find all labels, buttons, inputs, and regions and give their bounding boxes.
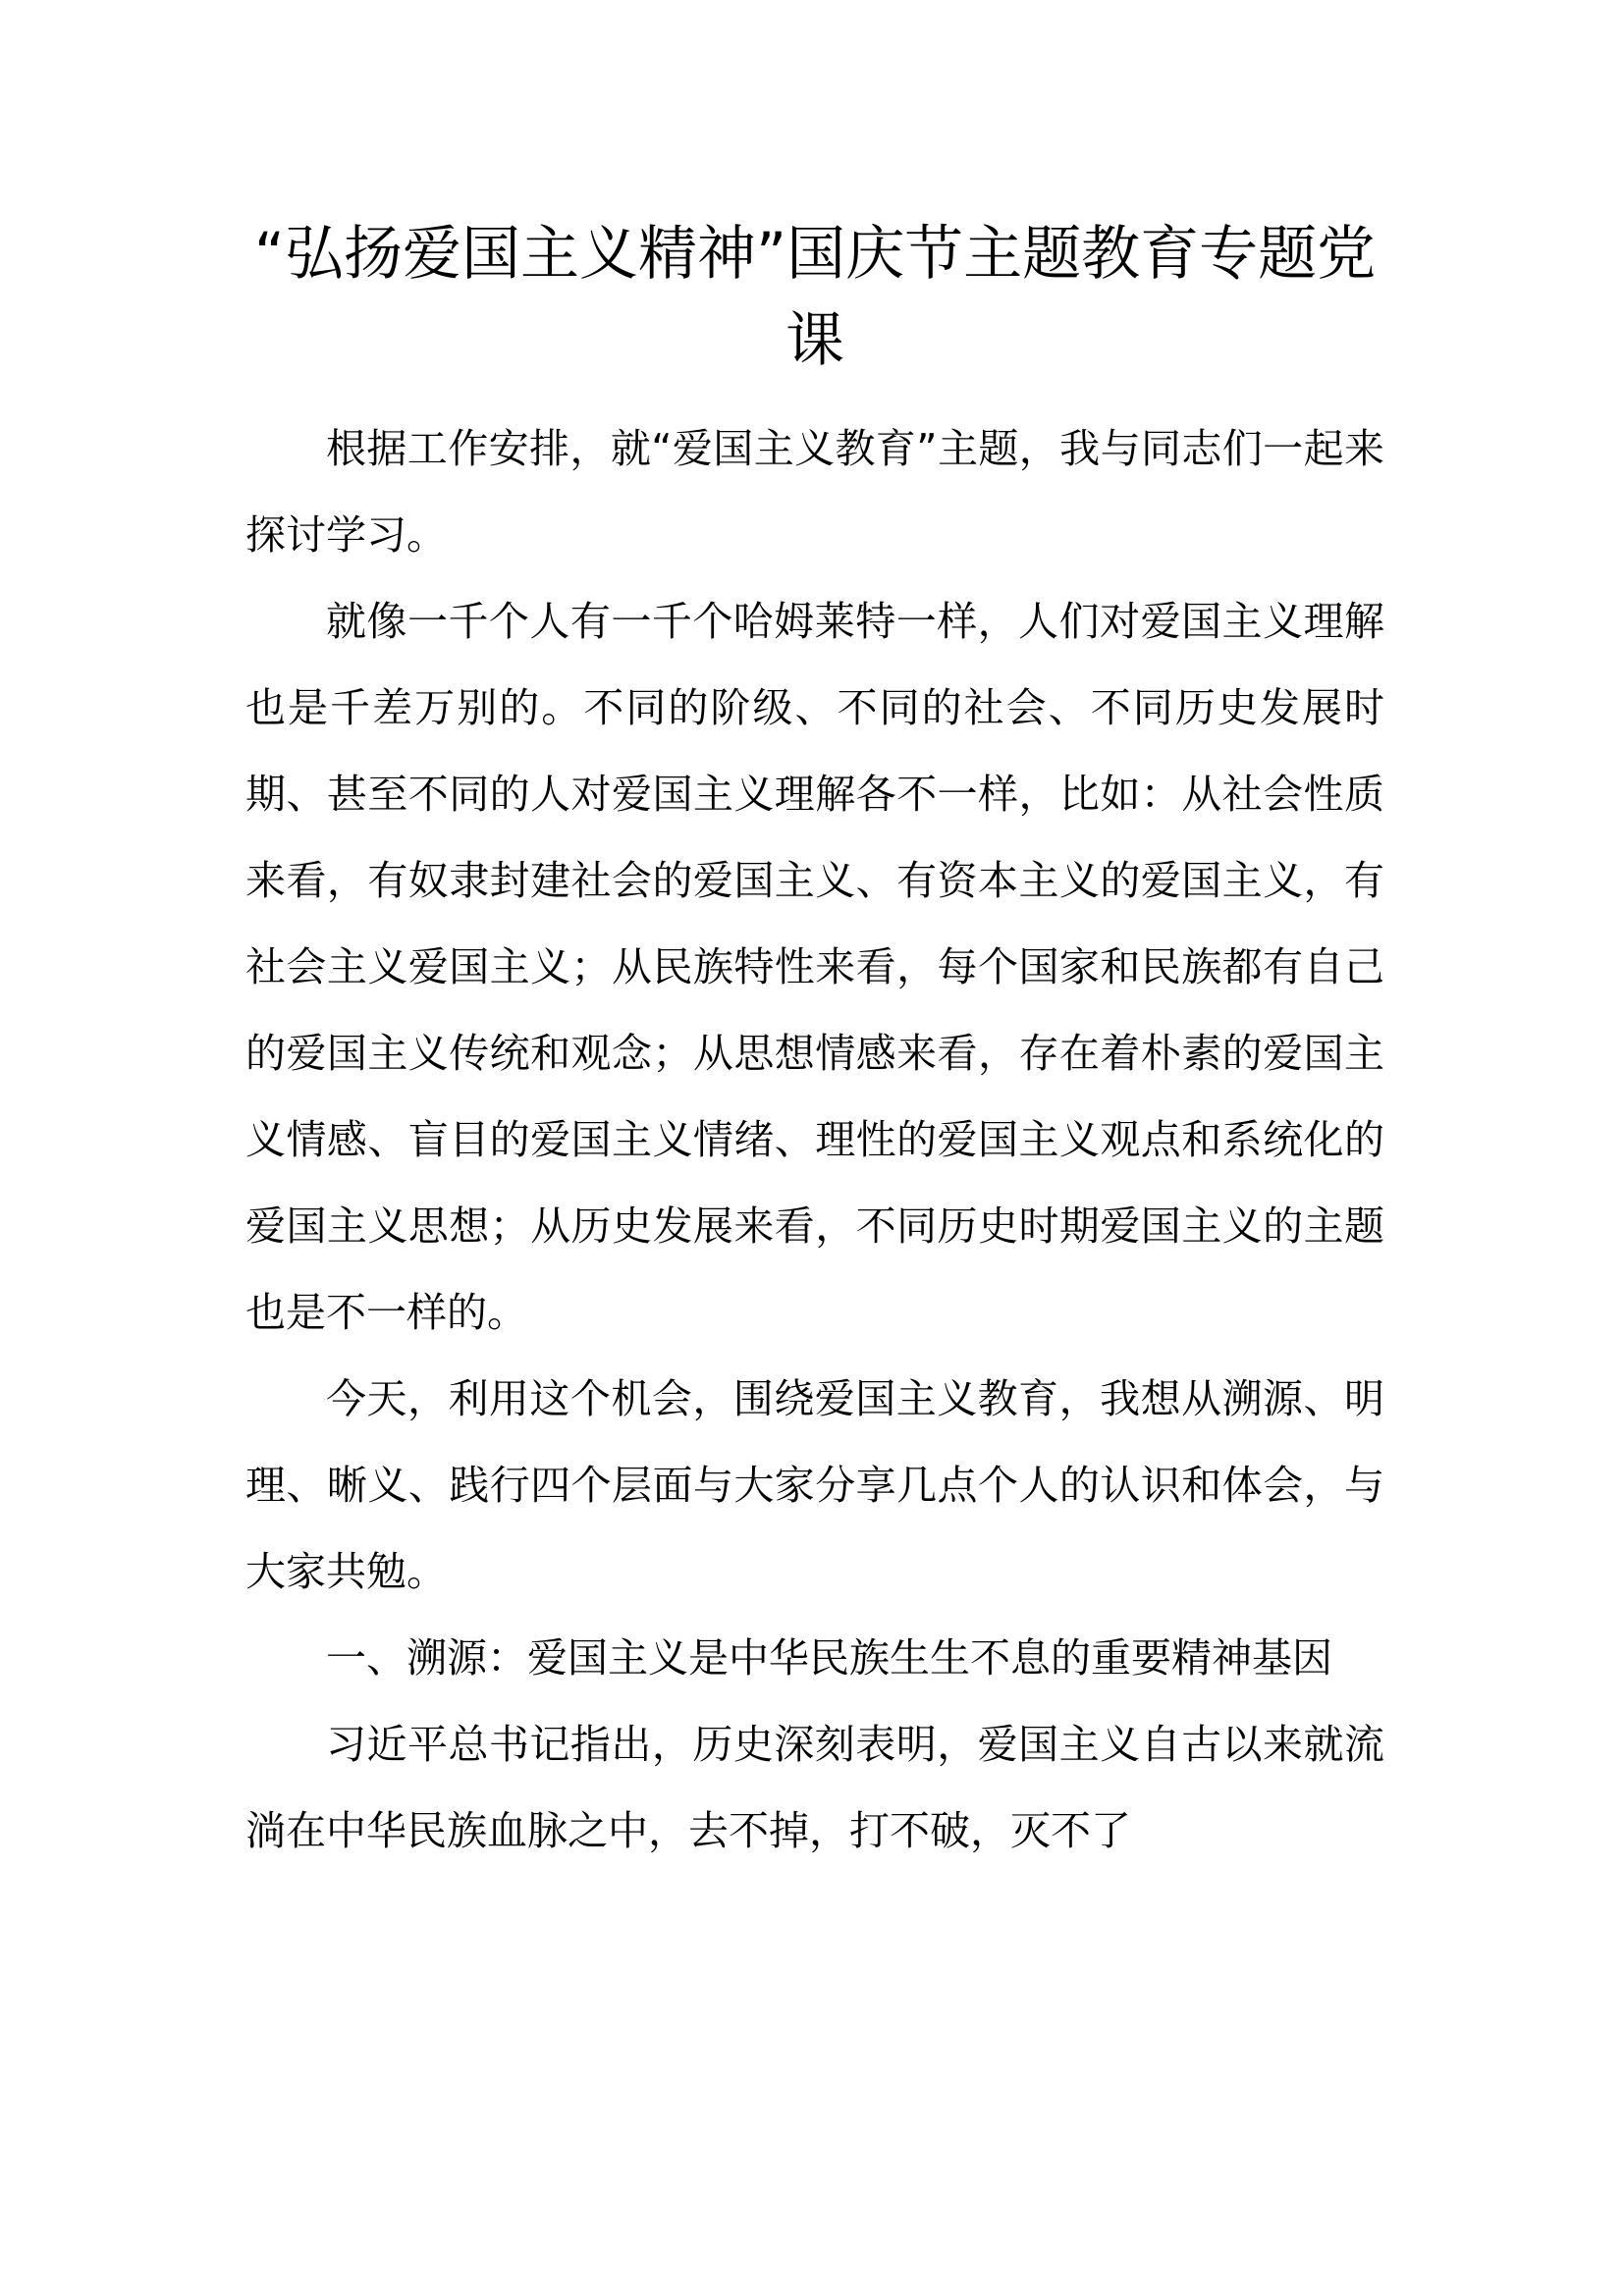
document-body [245,405,1384,1874]
document-title: “弘扬爱国主义精神”国庆节主题教育专题党课 [253,220,1377,375]
section-heading-1: 一、溯源：爱国主义是中华民族生生不息的重要精神基因 [326,1634,1332,1682]
paragraph-quote: 习近平总书记指出，历史深刻表明，爱国主义自古以来就流淌在中华民族血脉之中，去不掉，打不破，灭不了 [245,1721,1384,1854]
paragraph-hamlet: 就像一千个人有一千个哈姆莱特一样，人们对爱国主义理解也是千差万别的。不同的阶级、不同的社会、不同历史发展时期、甚至不同的人对爱国主义理解各不一样，比如：从社会性质来看，有奴隶封建社会的爱国主义、有资本主义的爱国主义，有社会主义爱国主义；从民族特性来看，每个国家和民族都有自己的爱国主义传统和观念；从思想情感来看，存在着朴素的爱国主义情感、盲目的爱国主义情绪、理性的爱国主义观点和系统化的爱国主义思想；从历史发展来看，不同历史时期爱国主义的主题也是不一样的。 [245,598,1384,1336]
paragraph-today: 今天，利用这个机会，围绕爱国主义教育，我想从溯源、明理、晰义、践行四个层面与大家分享几点个人的认识和体会，与大家共勉。 [245,1375,1384,1595]
paragraph-intro: 根据工作安排，就“爱国主义教育”主题，我与同志们一起来探讨学习。 [245,425,1384,559]
